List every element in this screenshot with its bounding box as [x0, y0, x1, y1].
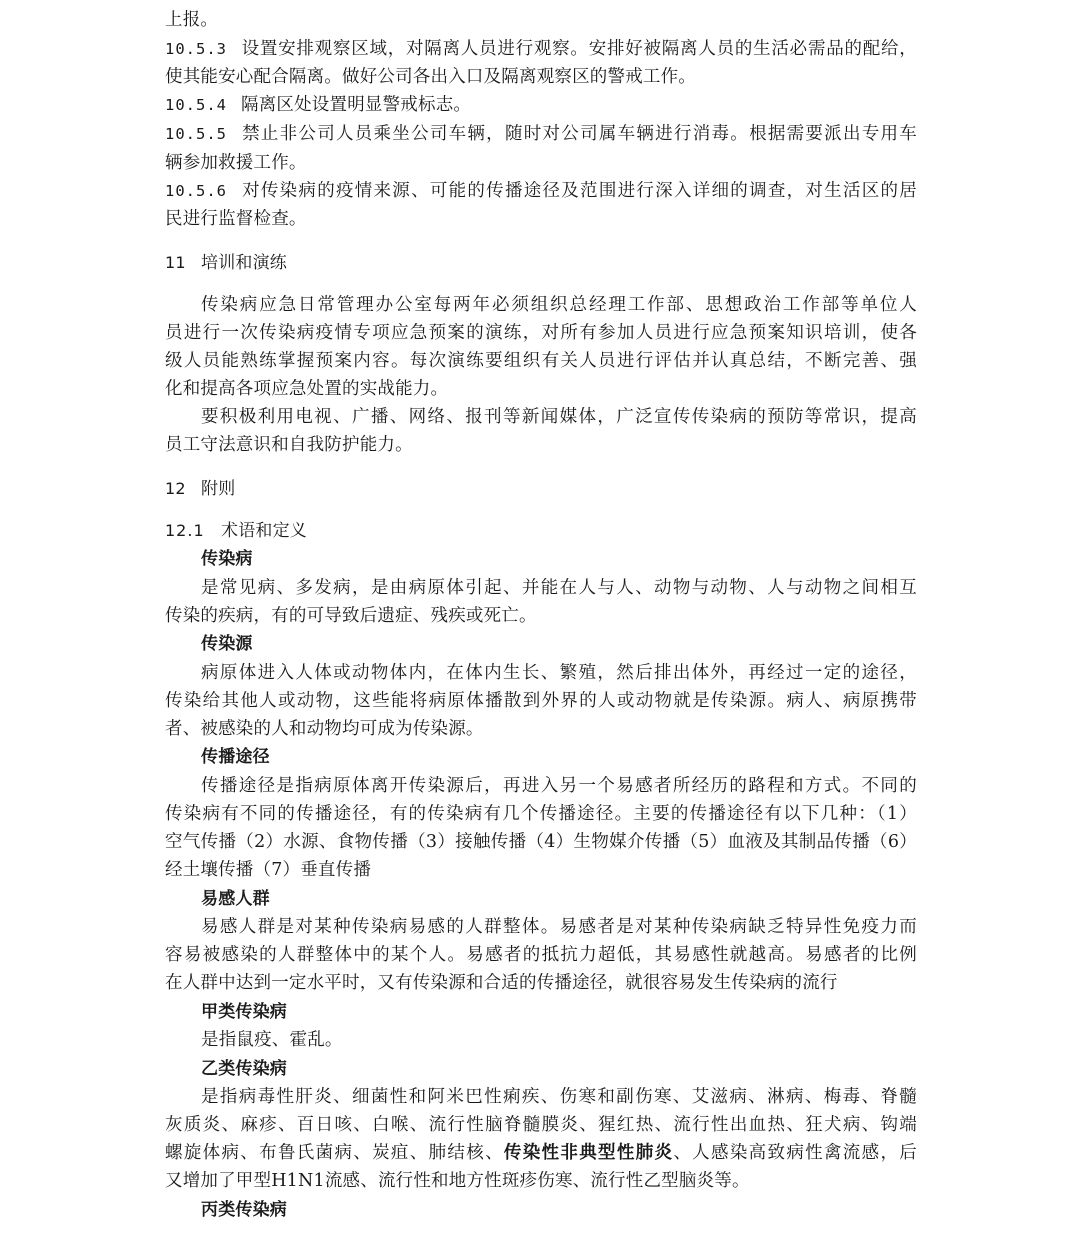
term-def-line: 病原体进入人体或动物体内，在体内生长、繁殖，然后排出体外，再经过一定的途径， — [201, 663, 917, 683]
term-heading: 易感人群 — [201, 889, 270, 909]
term-def-line: 是指鼠疫、霍乱。 — [201, 1030, 343, 1050]
section-title: 附则 — [201, 479, 236, 499]
term-def-line: 容易被感染的人群整体中的某个人。易感者的抵抗力超低，其易感性就越高。易感者的比例 — [165, 945, 917, 965]
term-def-line: 易感人群是对某种传染病易感的人群整体。易感者是对某种传染病缺乏特异性免疫力而 — [201, 917, 917, 937]
term-def-line: 者、被感染的人和动物均可成为传染源。 — [165, 719, 484, 739]
bold-text-run: 传染性非典型性肺炎 — [503, 1143, 674, 1163]
term-def-line: 灰质炎、麻疹、百日咳、白喉、流行性脑脊髓膜炎、猩红热、流行性出血热、狂犬病、钩端 — [165, 1115, 917, 1135]
term-def-line: 是指病毒性肝炎、细菌性和阿米巴性痢疾、伤寒和副伤寒、艾滋病、淋病、梅毒、脊髓 — [201, 1087, 917, 1107]
clause-10-5-6-line-2: 民进行监督检查。 — [165, 209, 307, 229]
clause-10-5-4 — [165, 91, 917, 119]
clause-text: 对传染病的疫情来源、可能的传播途径及范围进行深入详细的调查，对生活区的居 — [241, 181, 917, 201]
clause-number: 10.5.6 — [165, 182, 227, 200]
term-def-line: 传播途径是指病原体离开传染源后，再进入另一个易感者所经历的路程和方式。不同的 — [201, 776, 917, 796]
clause-tail: 上报。 — [165, 10, 219, 30]
section-11-heading — [165, 249, 917, 277]
term-heading: 传染源 — [201, 634, 253, 654]
section-number: 12 — [165, 479, 186, 498]
s11-p2-line-1: 要积极利用电视、广播、网络、报刊等新闻媒体，广泛宣传传染病的预防等常识，提高 — [201, 407, 917, 427]
subsection-title: 术语和定义 — [221, 521, 307, 541]
subsection-12-1-heading — [165, 517, 917, 545]
term-def-line: 在人群中达到一定水平时，又有传染源和合适的传播途径，就很容易发生传染病的流行 — [165, 973, 838, 993]
term-heading: 甲类传染病 — [201, 1002, 287, 1022]
clause-number: 10.5.4 — [165, 96, 227, 114]
clause-number: 10.5.5 — [165, 125, 227, 143]
clause-10-5-5-line-2: 辆参加救援工作。 — [165, 153, 307, 173]
text-run: 、人感染高致病性禽流感，后 — [673, 1143, 917, 1163]
clause-10-5-3-line-1 — [165, 35, 917, 63]
term-def-line: 经土壤传播（7）垂直传播 — [165, 860, 372, 880]
term-def-line: 是常见病、多发病，是由病原体引起、并能在人与人、动物与动物、人与动物之间相互 — [201, 578, 917, 598]
s11-p1-line-2: 员进行一次传染病疫情专项应急预案的演练，对所有参加人员进行应急预案知识培训，使各 — [165, 323, 917, 343]
s11-p1-line-1: 传染病应急日常管理办公室每两年必须组织总经理工作部、思想政治工作部等单位人 — [201, 295, 917, 315]
term-def-line: 又增加了甲型H1N1流感、流行性和地方性斑疹伤寒、流行性乙型脑炎等。 — [165, 1171, 750, 1191]
section-12-heading — [165, 475, 917, 503]
term-def-line: 空气传播（2）水源、食物传播（3）接触传播（4）生物媒介传播（5）血液及其制品传播（6） — [165, 832, 917, 852]
clause-10-5-5-line-1 — [165, 120, 917, 148]
section-number: 11 — [165, 253, 186, 272]
s11-p1-line-4: 化和提高各项应急处置的实战能力。 — [165, 379, 449, 399]
term-def-line: 传染病有不同的传播途径，有的传染病有几个传播途径。主要的传播途径有以下几种：（1） — [165, 804, 917, 824]
text-run: 螺旋体病、布鲁氏菌病、炭疽、肺结核、 — [165, 1143, 504, 1163]
term-def-line — [165, 1139, 917, 1167]
clause-number: 10.5.3 — [165, 40, 227, 58]
s11-p1-line-3: 级人员能熟练掌握预案内容。每次演练要组织有关人员进行评估并认真总结，不断完善、强 — [165, 351, 917, 371]
section-title: 培训和演练 — [201, 253, 287, 273]
clause-text: 设置安排观察区域，对隔离人员进行观察。安排好被隔离人员的生活必需品的配给， — [241, 39, 917, 59]
clause-10-5-3-line-2: 使其能安心配合隔离。做好公司各出入口及隔离观察区的警戒工作。 — [165, 67, 696, 87]
term-heading: 传染病 — [201, 549, 253, 569]
clause-text: 禁止非公司人员乘坐公司车辆，随时对公司属车辆进行消毒。根据需要派出专用车 — [241, 124, 917, 144]
clause-text: 隔离区处设置明显警戒标志。 — [241, 95, 472, 115]
subsection-number: 12.1 — [165, 521, 205, 540]
s11-p2-line-2: 员工守法意识和自我防护能力。 — [165, 435, 413, 455]
term-heading: 丙类传染病 — [201, 1200, 287, 1220]
term-def-line: 传染的疾病，有的可导致后遗症、残疾或死亡。 — [165, 606, 537, 626]
clause-10-5-6-line-1 — [165, 177, 917, 205]
term-def-line: 传染给其他人或动物，这些能将病原体播散到外界的人或动物就是传染源。病人、病原携带 — [165, 691, 917, 711]
term-heading: 传播途径 — [201, 747, 270, 767]
term-heading: 乙类传染病 — [201, 1059, 287, 1079]
